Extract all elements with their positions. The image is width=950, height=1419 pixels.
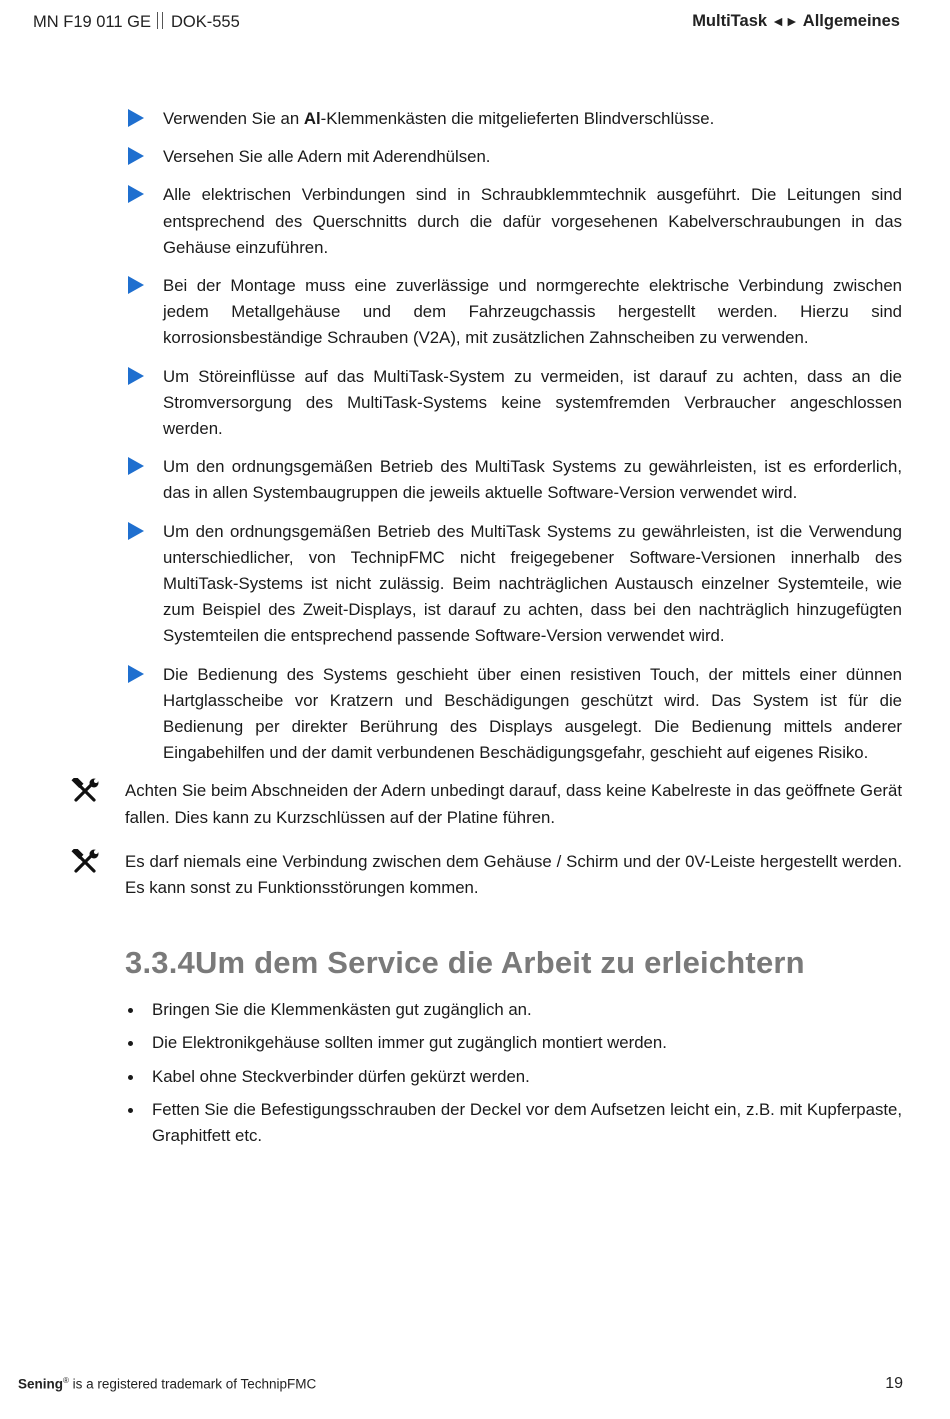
header-doc-number: DOK-555 — [171, 13, 240, 31]
instruction-text: Verwenden Sie an — [163, 109, 304, 128]
header-doc-ref — [33, 12, 240, 32]
tool-note — [125, 778, 902, 830]
footer-trademark-text: is a registered trademark of TechnipFMC — [68, 1376, 317, 1392]
bullet-icon — [128, 1041, 133, 1046]
tool-note — [125, 849, 902, 901]
play-triangle-icon — [128, 367, 144, 385]
instruction-item — [163, 364, 902, 443]
list-item — [152, 1064, 902, 1090]
instruction-item — [163, 182, 902, 261]
play-triangle-icon — [128, 522, 144, 540]
instruction-item — [163, 273, 902, 352]
instruction-item — [163, 519, 902, 650]
footer-brand: Sening — [18, 1376, 64, 1392]
header-section-ref — [692, 12, 900, 31]
list-item-text: Kabel ohne Steckverbinder dürfen gekürzt werden. — [152, 1066, 530, 1086]
instruction-item — [163, 106, 902, 132]
list-item-text: Die Elektronikgehäuse sollten immer gut zugänglich montiert werden. — [152, 1033, 667, 1053]
bullet-icon — [128, 1108, 133, 1113]
page-number: 19 — [885, 1375, 903, 1392]
play-triangle-icon — [128, 457, 144, 475]
list-item — [152, 1030, 902, 1056]
hammer-wrench-icon — [70, 849, 100, 875]
registered-mark: ® — [63, 1376, 69, 1385]
list-item-text: Fetten Sie die Befestigungsschrauben der Deckel vor dem Aufsetzen leicht ein, z.B. mit Kupferpaste, Graphitfett etc. — [152, 1099, 902, 1146]
header-separator-icon — [157, 12, 163, 29]
instruction-text: -Klemmenkästen die mitgelieferten Blindverschlüsse. — [320, 109, 715, 128]
instruction-text: Um den ordnungsgemäßen Betrieb des MultiTask Systems zu gewährleisten, ist die Verwendung unterschiedlicher, von TechnipFMC nicht freigegebener Software-Versionen innerhalb des MultiTask-Systems ist nicht zulässig. Beim nachträglichen Austausch einzelner Systemteile, wie zum Beispiel des Zweit-Displays, ist darauf zu achten, dass bei den nachträglich hinzugefügten Systemteilen die entsprechend passende Software-Version verwendet wird. — [163, 521, 902, 646]
list-item — [152, 1097, 902, 1149]
instruction-item — [163, 662, 902, 767]
play-triangle-icon — [128, 185, 144, 203]
instruction-item — [163, 454, 902, 506]
bullet-icon — [128, 1075, 133, 1080]
header-product: MultiTask — [692, 12, 768, 30]
header-section: Allgemeines — [802, 12, 900, 30]
nav-arrows-icon: ◄► — [771, 13, 799, 29]
footer-trademark — [18, 1376, 316, 1392]
instruction-item — [163, 144, 902, 170]
play-triangle-icon — [128, 665, 144, 683]
instruction-text: Die Bedienung des Systems geschieht über einen resistiven Touch, der mittels einer dünnen Hartglasscheibe vor Kratzern und Beschädigungen geschützt wird. Das System ist für die Bedienung per direkter Berührung des Displays ausgelegt. Die Bedienung mittels anderer Eingabehilfen und der damit verbundenen Beschädigungsgefahr, geschieht auf eigenes Risiko. — [163, 664, 902, 763]
play-triangle-icon — [128, 147, 144, 165]
page-content — [0, 106, 950, 1156]
section-heading: 3.3.4Um dem Service die Arbeit zu erleichtern — [125, 945, 805, 981]
play-triangle-icon — [128, 276, 144, 294]
instruction-text: Bei der Montage muss eine zuverlässige und normgerechte elektrische Verbindung zwischen jedem Metallgehäuse und dem Fahrzeugchassis hergestellt werden. Hierzu sind korrosionsbeständige Schrauben (V2A), mit zusätzlichen Zahnscheiben zu verwenden. — [163, 276, 902, 348]
instruction-text: Um den ordnungsgemäßen Betrieb des MultiTask Systems zu gewährleisten, ist es erforderlich, das in allen Systembaugruppen die jeweils aktuelle Software-Version verwendet wird. — [163, 457, 902, 503]
bullet-icon — [128, 1008, 133, 1013]
hammer-wrench-icon — [70, 778, 100, 804]
tool-note-text: Es darf niemals eine Verbindung zwischen dem Gehäuse / Schirm und der 0V-Leiste hergestellt werden. Es kann sonst zu Funktionsstörungen kommen. — [125, 851, 902, 898]
header-doc-code: MN F19 011 GE — [33, 13, 151, 31]
instruction-text: Versehen Sie alle Adern mit Aderendhülsen. — [163, 147, 491, 167]
list-item — [152, 997, 902, 1023]
instruction-text-bold: Al — [303, 109, 321, 128]
instruction-text: Alle elektrischen Verbindungen sind in Schraubklemmtechnik ausgeführt. Die Leitungen sind entsprechend des Querschnitts durch die dafür vorgesehenen Kabelverschraubungen in das Gehäuse einzuführen. — [163, 185, 902, 257]
list-item-text: Bringen Sie die Klemmenkästen gut zugänglich an. — [152, 1000, 532, 1020]
tool-note-text: Achten Sie beim Abschneiden der Adern unbedingt darauf, dass keine Kabelreste in das geöffnete Gerät fallen. Dies kann zu Kurzschlüssen auf der Platine führen. — [125, 781, 902, 827]
play-triangle-icon — [128, 109, 144, 127]
instruction-text: Um Störeinflüsse auf das MultiTask-System zu vermeiden, ist darauf zu achten, dass an die Stromversorgung des MultiTask-Systems keine systemfremden Verbraucher angeschlossen werden. — [163, 366, 902, 439]
